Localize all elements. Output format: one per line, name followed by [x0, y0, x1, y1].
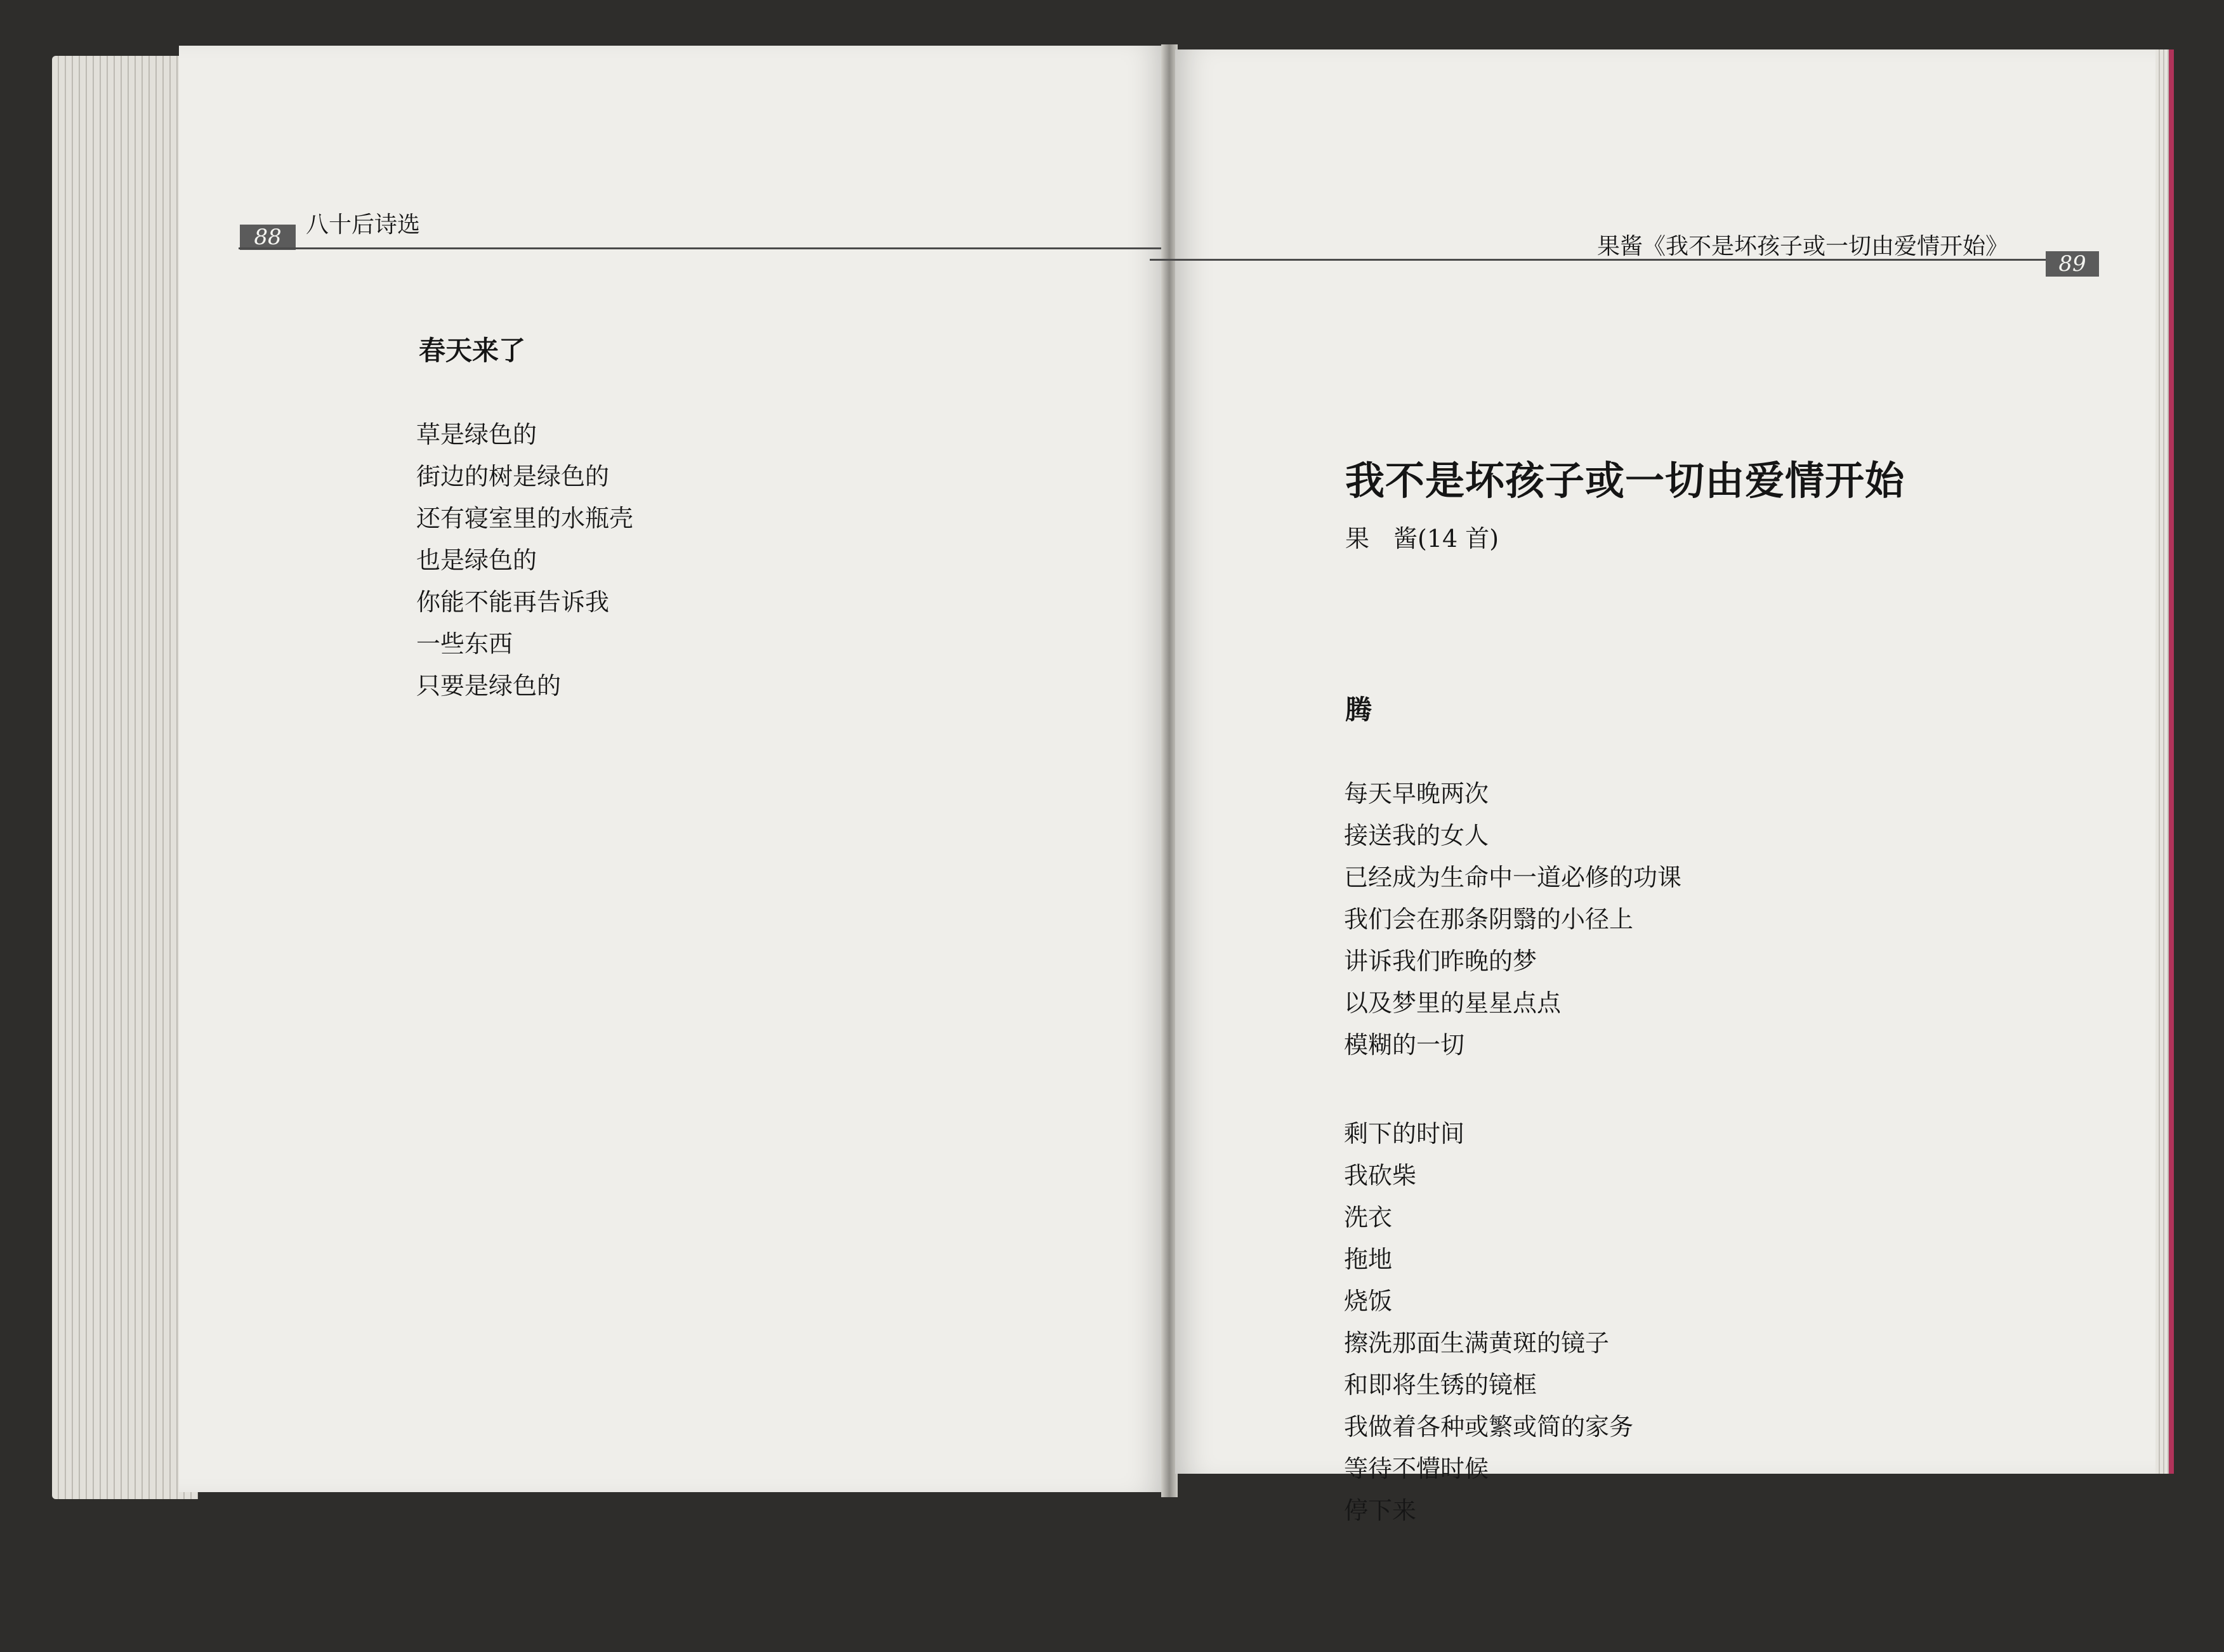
verse-line: 也是绿色的 [416, 546, 537, 574]
verse-line: 草是绿色的 [416, 421, 537, 449]
verse-line: 我砍柴 [1344, 1162, 1417, 1190]
verse-line: 擦洗那面生满黄斑的镜子 [1344, 1329, 1610, 1357]
collection-title: 我不是坏孩子或一切由爱情开始 [1345, 457, 1905, 504]
verse-line: 剩下的时间 [1344, 1120, 1465, 1148]
running-head-right: 果酱《我不是坏孩子或一切由爱情开始》 [1596, 233, 2008, 259]
verse-line: 拖地 [1344, 1245, 1393, 1273]
verse-line: 街边的树是绿色的 [416, 462, 610, 490]
page-number-right: 89 [2046, 251, 2099, 277]
poem-title: 腾 [1345, 694, 1372, 725]
verse-line: 模糊的一切 [1344, 1031, 1465, 1059]
right-page [1175, 49, 2155, 1524]
verse-line: 等待不懵时候 [1344, 1455, 1489, 1483]
verse-line: 和即将生锈的镜框 [1344, 1371, 1537, 1399]
verse-line: 以及梦里的星星点点 [1344, 989, 1562, 1017]
poem-stanza [1344, 1113, 1633, 1531]
verse-line: 每天早晚两次 [1344, 780, 1489, 808]
verse-line: 我做着各种或繁或简的家务 [1344, 1413, 1634, 1441]
verse-line: 烧饭 [1344, 1287, 1393, 1315]
verse-line: 洗衣 [1344, 1203, 1393, 1231]
verse-line: 我们会在那条阴翳的小径上 [1344, 905, 1634, 933]
left-page [179, 46, 1166, 1492]
verse-line: 你能不能再告诉我 [416, 588, 610, 616]
running-head-left: 八十后诗选 [306, 212, 421, 238]
cover-edge [2169, 49, 2174, 1474]
poem-stanza [1344, 773, 1681, 1066]
verse-line: 停下来 [1344, 1497, 1417, 1524]
verse-line: 只要是绿色的 [416, 672, 562, 700]
verse-line: 讲诉我们昨晚的梦 [1344, 947, 1537, 975]
poem-title: 春天来了 [419, 335, 526, 366]
verse-line: 还有寝室里的水瓶壳 [416, 504, 634, 532]
author-line: 果 酱(14 首) [1345, 525, 1499, 553]
verse-line: 接送我的女人 [1344, 822, 1489, 849]
poem-verse [416, 414, 633, 707]
page-number-left: 88 [240, 225, 296, 250]
verse-line: 一些东西 [416, 630, 513, 658]
verse-line: 已经成为生命中一道必修的功课 [1344, 863, 1682, 891]
page-stack-edge [52, 56, 198, 1499]
